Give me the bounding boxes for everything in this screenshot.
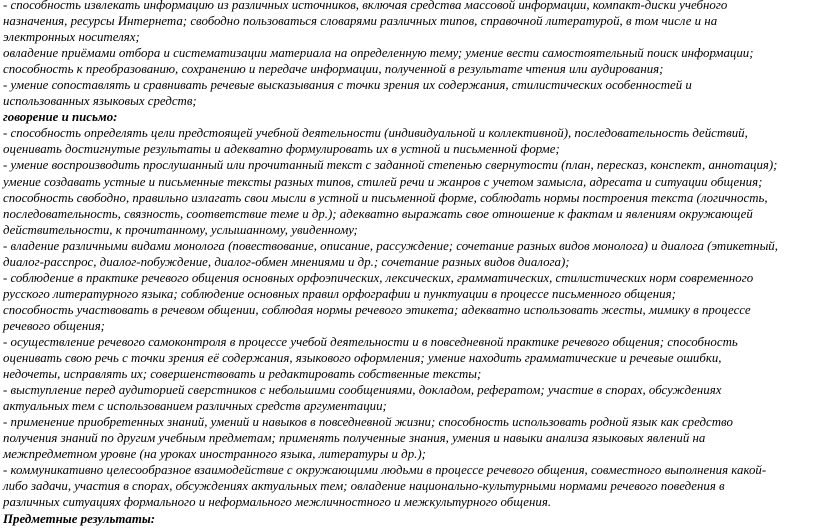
text-line-30: - коммуникативно целесообразное взаимодействие с окружающими людьми в процессе речевого общения, совместного выполнения какой- [3, 463, 767, 478]
text-line-16: - владение различными видами монолога (повествование, описание, рассуждение; сочетание разных видов монолога) и диалога (этикетный, [3, 238, 778, 253]
text-line-23: оценивать свою речь с точки зрения её содержания, языкового оформления; умение находить грамматические и речевые ошибки, [3, 351, 722, 366]
text-line-10: оценивать достигнутые результаты и адекватно формулировать их в устной и письменной форме; [3, 142, 560, 157]
text-line-18: - соблюдение в практике речевого общения основных орфоэпических, лексических, грамматических, стилистических норм современного [3, 270, 754, 285]
text-line-1: - способность извлекать информацию из различных источников, включая средства массовой информации, компакт-диски учебного [3, 0, 728, 12]
text-line-5: способность к преобразованию, сохранению и передаче информации, полученной в результате чтения или аудирования; [3, 62, 664, 77]
text-line-22: - осуществление речевого самоконтроля в процессе учебой деятельности и в повседневной практике речевого общения; способность [3, 334, 738, 349]
text-line-2: назначения, ресурсы Интернета; свободно пользоваться словарями различных типов, справочной литературой, в том числе и на [3, 14, 718, 29]
text-line-27: - применение приобретенных знаний, умений и навыков в повседневной жизни; способность использовать родной язык как средство [3, 415, 733, 430]
text-line-25: - выступление перед аудиторией сверстников с небольшими сообщениями, докладом, рефератом; участие в спорах, обсуждениях [3, 383, 722, 398]
text-line-17: диалог-расспрос, диалог-побуждение, диалог-обмен мнениями и др.; сочетание разных видов диалога); [3, 254, 570, 269]
text-line-15: действительности, к прочитанному, услышанному, увиденному; [3, 222, 358, 237]
text-line-14: последовательность, связность, соответствие теме и др.); адекватно выражать свое отношение к фактам и явлениям окружающей [3, 206, 753, 221]
text-line-21: речевого общения; [3, 318, 105, 333]
text-line-32: различных ситуациях формального и неформального межличностного и межкультурного общения. [3, 495, 552, 510]
text-line-31: либо задачи, участия в спорах, обсуждениях актуальных тем; овладение национально-культурными нормами речевого поведения в [3, 479, 725, 494]
text-line-11: - умение воспроизводить прослушанный или прочитанный текст с заданной степенью свернутости (план, пересказ, конспект, аннотация); [3, 158, 778, 173]
text-line-24: недочеты, исправлять их; совершенствовать и редактировать собственные тексты; [3, 367, 482, 382]
text-line-28: получения знаний по другим учебным предметам; применять полученные знания, умения и навыки анализа языковых явлений на [3, 431, 706, 446]
text-line-19: русского литературного языка; соблюдение основных правил орфографии и пунктуации в процессе письменного общения; [3, 286, 676, 301]
text-line-7: использованных языковых средств; [3, 94, 197, 109]
section-heading-speaking-writing: говорение и письмо: [3, 110, 118, 125]
text-line-9: - способность определять цели предстоящей учебной деятельности (индивидуальной и коллективной), последовательность действий, [3, 126, 748, 141]
section-heading-subject-results: Предметные результаты: [3, 511, 156, 526]
text-line-29: межпредметном уровне (на уроках иностранного языка, литературы и др.); [3, 447, 426, 462]
text-line-20: способность участвовать в речевом общении, соблюдая нормы речевого этикета; адекватно использовать жесты, мимику в процессе [3, 302, 751, 317]
text-line-13: способность свободно, правильно излагать свои мысли в устной и письменной форме, соблюдать нормы построения текста (логичность, [3, 190, 768, 205]
text-line-12: умение создавать устные и письменные тексты разных типов, стилей речи и жанров с учетом замысла, адресата и ситуации общения; [3, 174, 763, 189]
text-line-26: актуальных тем с использованием различных средств аргументации; [3, 399, 387, 414]
text-line-6: - умение сопоставлять и сравнивать речевые высказывания с точки зрения их содержания, стилистических особенностей и [3, 78, 692, 93]
text-line-4: овладение приёмами отбора и систематизации материала на определенную тему; умение вести самостоятельный поиск информации; [3, 46, 754, 61]
text-line-3: электронных носителях; [3, 30, 140, 45]
